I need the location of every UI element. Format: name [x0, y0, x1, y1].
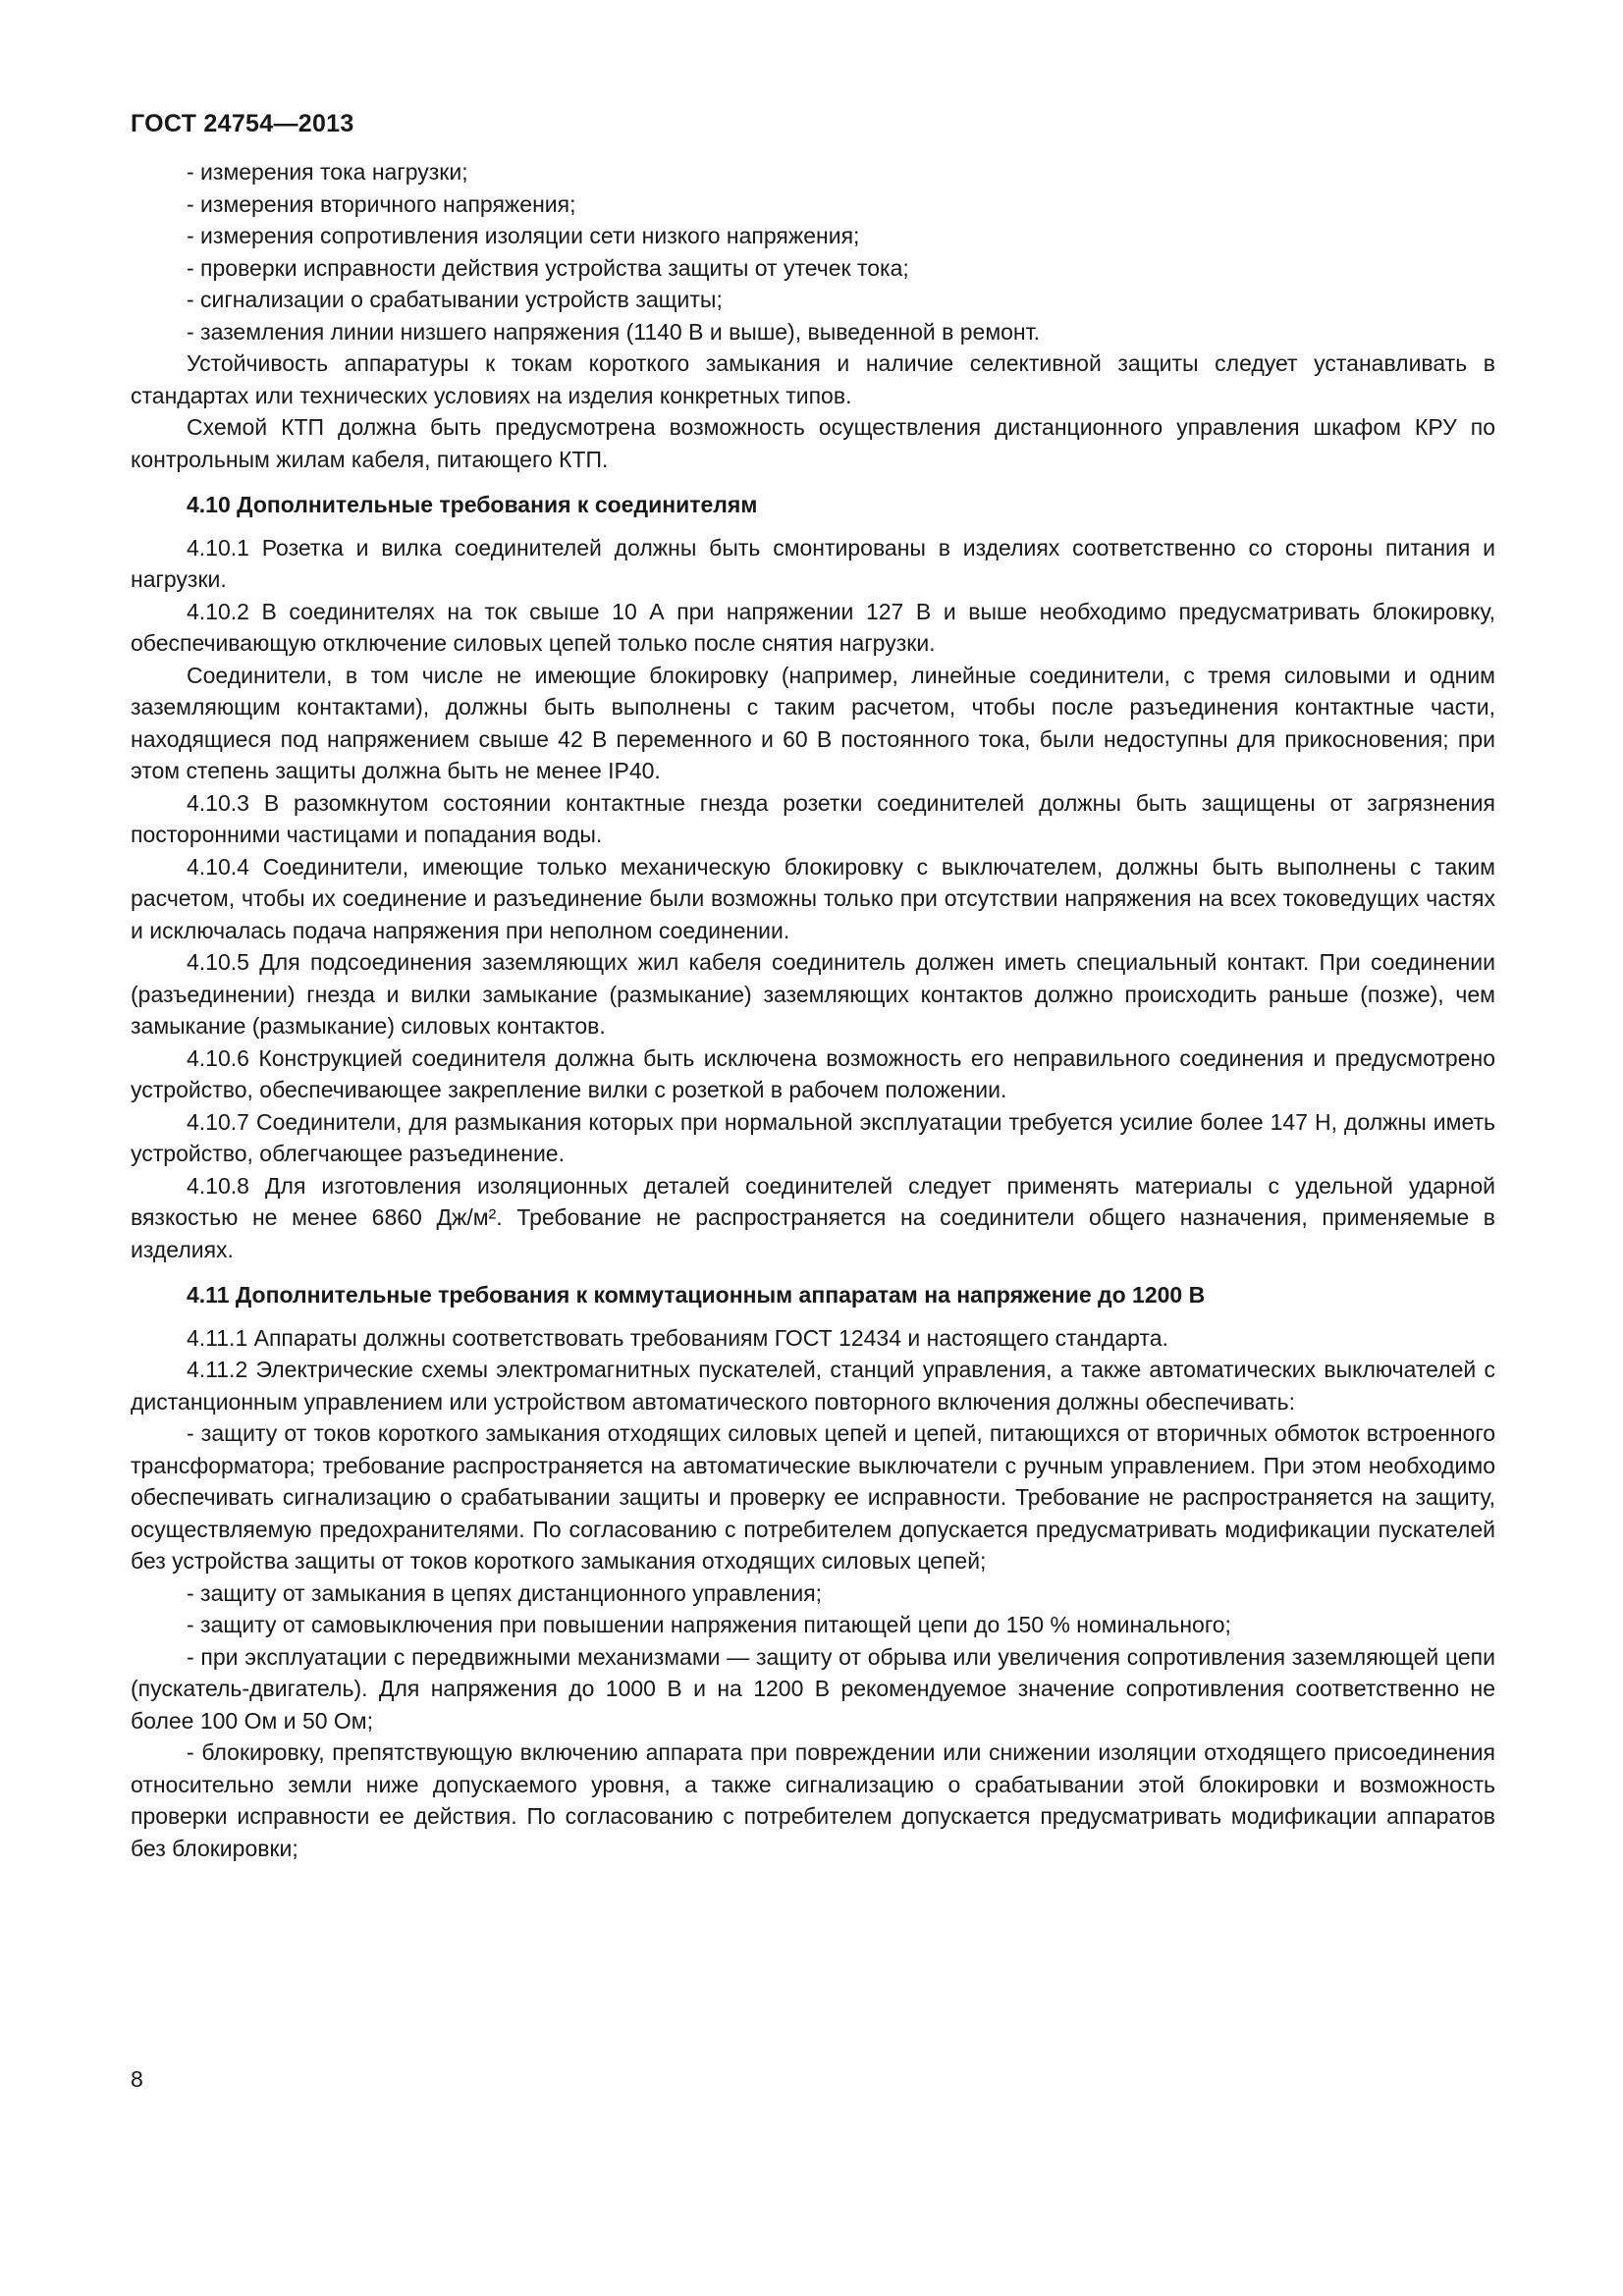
page-number: 8: [131, 2066, 143, 2092]
list-item: - измерения тока нагрузки;: [187, 159, 468, 185]
paragraph: 4.10.2 В соединителях на ток свыше 10 А при напряжении 127 В и выше необходимо предусматривать блокировку, обеспечивающую отключение силовых цепей только после снятия нагрузки.: [131, 598, 1495, 656]
paragraph: Устойчивость аппаратуры к токам короткого замыкания и наличие селективной защиты следует устанавливать в стандартах или технических условиях на изделия конкретных типов.: [131, 350, 1495, 408]
section-heading: 4.10 Дополнительные требования к соединителям: [187, 492, 758, 517]
list-item: - защиту от самовыключения при повышении напряжения питающей цепи до 150 % номинального;: [187, 1612, 1231, 1637]
paragraph: 4.11.1 Аппараты должны соответствовать требованиям ГОСТ 12434 и настоящего стандарта.: [187, 1324, 1168, 1351]
list-item: - при эксплуатации с передвижными механизмами — защиту от обрыва или увеличения сопротивления заземляющей цепи (пускатель-двигатель). Для напряжения до 1000 В и на 1200 В рекомендуемое значение сопротивления соответственно не более 100 Ом и 50 Ом;: [131, 1643, 1495, 1734]
list-item: - сигнализации о срабатывании устройств защиты;: [187, 287, 723, 312]
document-page: [131, 110, 1495, 1864]
paragraph: 4.10.3 В разомкнутом состоянии контактные гнезда розетки соединителей должны быть защищены от загрязнения посторонними частицами и попадания воды.: [131, 789, 1495, 847]
paragraph: 4.11.2 Электрические схемы электромагнитных пускателей, станций управления, а также автоматических выключателей с дистанционным управлением или устройством автоматического повторного включения должны обеспечивать:: [131, 1357, 1495, 1415]
list-item: - блокировку, препятствующую включению аппарата при повреждении или снижении изоляции отходящего присоединения относительно земли ниже допускаемого уровня, а также сигнализацию о срабатывании этой блокировки и возможность проверки исправности ее действия. По согласованию с потребителем допускается предусматривать модификации аппаратов без блокировки;: [131, 1739, 1495, 1861]
list-item: - измерения сопротивления изоляции сети низкого напряжения;: [187, 223, 860, 248]
paragraph: 4.10.4 Соединители, имеющие только механическую блокировку с выключателем, должны быть выполнены с таким расчетом, чтобы их соединение и разъединение были возможны только при отсутствии напряжения на всех токоведущих частях и исключалась подача напряжения при неполном соединении.: [131, 853, 1495, 943]
paragraph: 4.10.7 Соединители, для размыкания которых при нормальной эксплуатации требуется усилие более 147 Н, должны иметь устройство, облегчающее разъединение.: [131, 1108, 1495, 1166]
paragraph: 4.10.6 Конструкцией соединителя должна быть исключена возможность его неправильного соединения и предусмотрено устройство, обеспечивающее закрепление вилки с розеткой в рабочем положении.: [131, 1044, 1495, 1102]
list-item: - измерения вторичного напряжения;: [187, 190, 576, 217]
document-body: [131, 156, 1495, 1864]
list-item: - проверки исправности действия устройства защиты от утечек тока;: [187, 254, 909, 281]
paragraph: Схемой КТП должна быть предусмотрена возможность осуществления дистанционного управления шкафом КРУ по контрольным жилам кабеля, питающего КТП.: [131, 414, 1495, 472]
paragraph: Соединители, в том числе не имеющие блокировку (например, линейные соединители, с тремя силовыми и одним заземляющим контактами), должны быть выполнены с таким расчетом, чтобы после разъединения контактные части, находящиеся под напряжением свыше 42 В переменного и 60 В постоянного тока, были недоступны для прикосновения; при этом степень защиты должна быть не менее IP40.: [131, 662, 1495, 783]
paragraph: 4.10.5 Для подсоединения заземляющих жил кабеля соединитель должен иметь специальный контакт. При соединении (разъединении) гнезда и вилки замыкание (размыкание) заземляющих контактов должно происходить раньше (позже), чем замыкание (размыкание) силовых контактов.: [131, 949, 1495, 1039]
list-item: - защиту от замыкания в цепях дистанционного управления;: [187, 1579, 823, 1606]
paragraph: 4.10.1 Розетка и вилка соединителей должны быть смонтированы в изделиях соответственно со стороны питания и нагрузки.: [131, 534, 1495, 592]
paragraph: 4.10.8 Для изготовления изоляционных деталей соединителей следует применять материалы с удельной ударной вязкостью не менее 6860 Дж/м². Требование не распространяется на соединители общего назначения, применяемые в изделиях.: [131, 1172, 1495, 1262]
list-item: - защиту от токов короткого замыкания отходящих силовых цепей и цепей, питающихся от вторичных обмоток встроенного трансформатора; требование распространяется на автоматические выключатели с ручным управлением. При этом необходимо обеспечивать сигнализацию о срабатывании защиты и проверку ее исправности. Требование не распространяется на защиту, осуществляемую предохранителями. По согласованию с потребителем допускается предусматривать модификации пускателей без устройства защиты от токов короткого замыкания отходящих силовых цепей;: [131, 1420, 1495, 1574]
section-heading: 4.11 Дополнительные требования к коммутационным аппаратам на напряжение до 1200 В: [187, 1282, 1206, 1308]
document-code: ГОСТ 24754—2013: [131, 110, 354, 137]
list-item: - заземления линии низшего напряжения (1140 В и выше), выведенной в ремонт.: [187, 318, 1041, 345]
